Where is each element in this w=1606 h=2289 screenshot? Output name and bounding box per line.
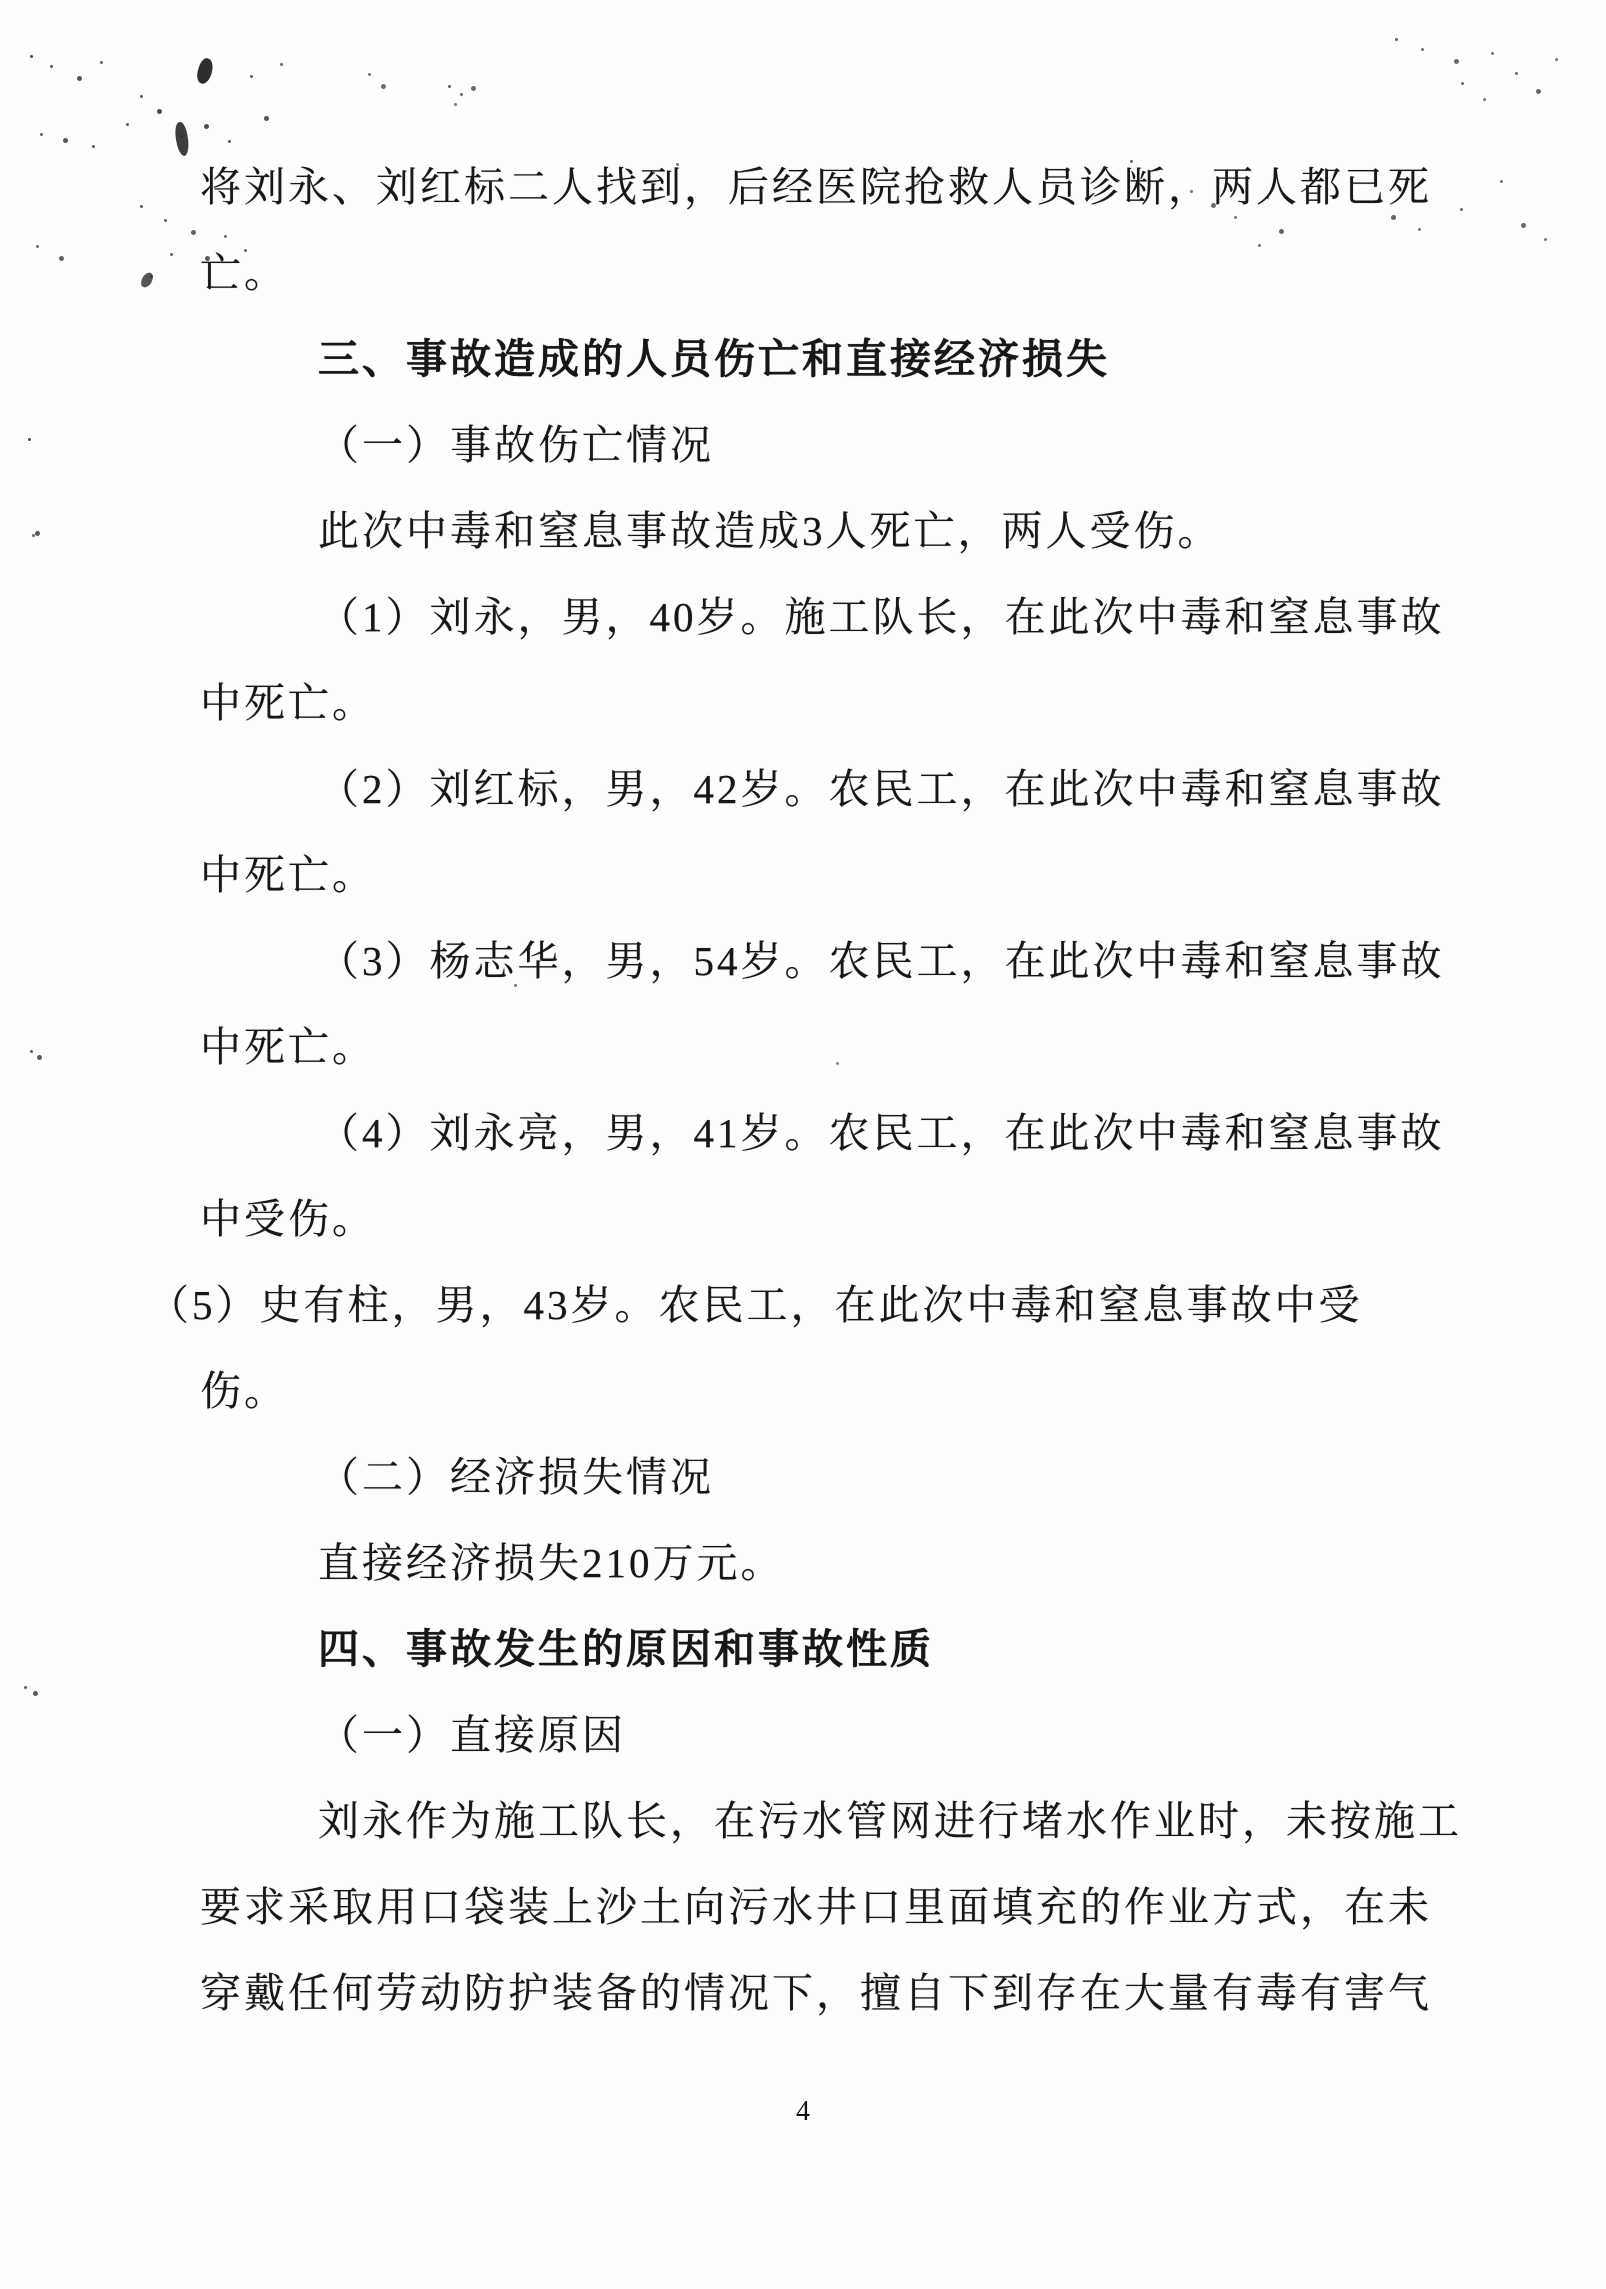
text-line: （4）刘永亮，男，41岁。农民工，在此次中毒和窒息事故 <box>318 1110 1445 1156</box>
scan-smudge <box>139 271 156 290</box>
text-line: （3）杨志华，男，54岁。农民工，在此次中毒和窒息事故 <box>318 938 1445 984</box>
text-line: 中死亡。 <box>200 680 376 726</box>
text-line: （2）刘红标，男，42岁。农民工，在此次中毒和窒息事故 <box>318 766 1445 812</box>
document-body <box>148 144 1462 2036</box>
section-heading-line: 三、事故造成的人员伤亡和直接经济损失 <box>318 336 1110 382</box>
section-heading-line: 四、事故发生的原因和事故性质 <box>318 1626 934 1672</box>
text-line: （5）史有柱，男，43岁。农民工，在此次中毒和窒息事故中受 <box>148 1282 1363 1328</box>
text-line: （一）直接原因 <box>318 1712 626 1758</box>
page-number: 4 <box>796 2096 810 2127</box>
scan-noise-left-margin <box>28 438 31 441</box>
text-line: （1）刘永，男，40岁。施工队长，在此次中毒和窒息事故 <box>318 594 1445 640</box>
text-line: 要求采取用口袋装上沙土向污水井口里面填充的作业方式，在未 <box>200 1884 1432 1930</box>
text-line: 穿戴任何劳动防护装备的情况下，擅自下到存在大量有毒有害气 <box>200 1970 1432 2016</box>
text-line: （二）经济损失情况 <box>318 1454 714 1500</box>
text-line: 中受伤。 <box>200 1196 376 1242</box>
text-line: 此次中毒和窒息事故造成3人死亡，两人受伤。 <box>318 508 1222 554</box>
text-line: 伤。 <box>200 1368 288 1414</box>
text-line: （一）事故伤亡情况 <box>318 422 714 468</box>
scan-noise-top-left <box>140 205 143 208</box>
text-line: 中死亡。 <box>200 1024 376 1070</box>
text-line: 直接经济损失210万元。 <box>318 1540 785 1586</box>
scan-noise-top-middle <box>448 85 451 88</box>
text-line: 中死亡。 <box>200 852 376 898</box>
scan-smudge <box>173 121 191 157</box>
text-line: 将刘永、刘红标二人找到，后经医院抢救人员诊断，两人都已死 <box>200 164 1432 210</box>
text-line: 刘永作为施工队长，在污水管网进行堵水作业时，未按施工 <box>318 1798 1462 1844</box>
scan-smudge <box>194 56 215 85</box>
scan-noise-top-left <box>30 55 33 58</box>
text-line: 亡。 <box>200 250 288 296</box>
scan-noise-top-right <box>1395 38 1398 41</box>
